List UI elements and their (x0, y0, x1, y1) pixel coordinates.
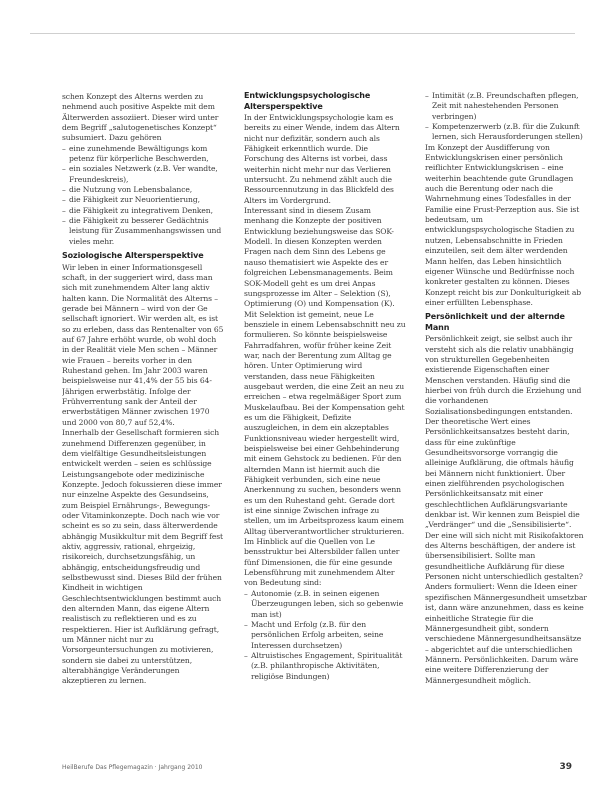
list-dash-icon: – (244, 650, 248, 660)
list-item-text: die Fähigkeit zur Neuorientierung, (69, 195, 200, 205)
list-dash-icon: – (62, 143, 66, 153)
list-item (62, 216, 224, 247)
list-dash-icon: – (62, 216, 66, 226)
list-item (62, 164, 224, 185)
list-item-text: Kompetenzerwerb (z.B. für die Zukunft lernen, sich Herausforderungen stellen) (432, 122, 583, 142)
list-item-text: die Nutzung von Lebensbalance, (69, 185, 193, 195)
list-item (425, 122, 587, 143)
column-right (425, 91, 587, 741)
paragraph: In der Entwicklungspsychologie kam es bereits zu einer Wende, indem das Altern nicht nur defizitär, sondern auch als Fähigkeit erkenntlich wurde. Die Forschung des Alterns ist vorbei, dass weiterhin nicht mehr nur das Verlieren untersucht. Zu nehmend zählt auch die Ressourcennutzung in das Blickfeld des Alters im Vordergrund. (244, 113, 400, 205)
paragraph: schen Konzept des Alterns werden zu nehmend auch positive Aspekte mit dem Älterwerden assoziiert. Dieser wird unter dem Begriff „salutogenetisches Konzept“ subsumiert. Dazu gehören (62, 92, 219, 143)
list-item-text: Intimität (z.B. Freundschaften pflegen, Zeit mit nahestehenden Personen verbringen) (432, 91, 579, 121)
list-dash-icon: – (62, 195, 66, 205)
list-dash-icon: – (62, 164, 66, 174)
list-item (244, 651, 406, 682)
paragraph: Innerhalb der Gesellschaft formieren sich zunehmend Differenzen gegenüber, in dem vielfältige Gesundheitsleistungen entwickelt werden – seien es schlüssige Leistungsangebote oder medizinische Konzepte. Jedoch fokussieren diese immer nur einzelne Aspekte des Gesundseins, zum Beispiel Ernährungs-, Bewegungs- oder Vitaminkonzepte. Doch nach wie vor scheint es so zu sein, dass älterwerdende abhängig Musikkultur mit dem Begriff fest aktiv, aggressiv, rational, ehrgeizig, risikoreich, durchsetzungsfähig, un abhängig, entscheidungsfreudig und selbstbewusst sind. Dieses Bild der frühen Kindheit in wichtigen Geschlechtsentwicklungen bestimmt auch den alternden Mann, das eigene Altern realistisch zu reflektieren und es zu respektieren. Hier ist Aufklärung gefragt, um Männer nicht nur zu Vorsorgeuntersuchungen zu motivieren, sondern sie dabei zu unterstützen, alterabhängige Veränderungen akzeptieren zu lernen. (62, 428, 224, 686)
paragraph: Interessant sind in diesem Zusam menhang die Konzepte der positiven Entwicklung beziehungsweise das SOK-Modell. In diesen Konzepten werden Fragen nach dem Sinn des Lebens ge nauso thematisiert wie Aspekte des er folgreichen Lebensmanagements. Beim SOK-Modell geht es um drei Anpas sungsprozesse im Alter – Selektion (S), Optimierung (O) und Kompensation (K). (244, 206, 395, 309)
paragraph: Persönlichkeit zeigt, sie selbst auch ihr versteht sich als die relativ unabhängig von strukturellen Gegebenheiten existierende Eigenschaften einer Menschen verstanden. Häufig sind die hierbei von früh durch die Erziehung und die vorhandenen Sozialisationsbedingungen entstanden. (425, 334, 582, 416)
list-item (244, 620, 406, 651)
list-dash-icon: – (244, 619, 248, 629)
paragraph: Mit Selektion ist gemeint, neue Le bensziele in einem Lebensabschnitt neu zu formulieren. So könnte beispielsweise Fahrradfahren, wofür früher keine Zeit war, nach der Berentung zum Alltag ge hören. Unter Optimierung wird verstanden, dass neue Fähigkeiten ausgebaut werden, die eine Zeit an neu zu erreichen – etwa regelmäßiger Sport zum Muskelaufbau. Bei der Kompensation geht es um die Fähigkeit, Defizite auszugleichen, in dem ein akzeptables Funktionsniveau wieder hergestellt wird, beispielsweise bei einer Gehbehinderung mit einem Gehstock zu bedienen. Für den alternden Mann ist hiermit auch die Fähigkeit verbunden, sich eine neue Anerkennung zu suchen, besonders wenn es um den Ruhestand geht. Gerade dort ist eine sinnige Zwischen infrage zu stellen, um im Arbeitsprozess kaum einem Alltag überverantwortlicher strukturieren. (244, 309, 406, 536)
list-item (244, 589, 406, 620)
list-item (62, 195, 224, 205)
list-item-text: Altruistisches Engagement, Spiritualität (z.B. philanthropische Aktivitäten, religiöse Bindungen) (251, 650, 403, 681)
list-item-text: ein soziales Netzwerk (z.B. Ver wandte, Freundeskreis), (69, 164, 218, 184)
list-item-text: eine zunehmende Bewältigungs kom petenz für körperliche Beschwerden, (69, 143, 209, 164)
page-footer (62, 762, 572, 774)
list-item-text: Macht und Erfolg (z.B. für den persönlichen Erfolg arbeiten, seine Interessen durchsetzen) (251, 619, 384, 650)
list-dash-icon: – (62, 205, 66, 215)
column-left (62, 92, 224, 742)
paragraph: Im Konzept der Ausdifferung von Entwicklungskrisen einer persönlich reiflichter Entwicklungskrisen – eine weiterhin beachtende gute Grundlagen auch die Berentung oder nach die Wahrnehmung eines Todesfalles in der Familie eine Frust-Perzeption aus. Sie ist bedeutsam, um entwicklungspsychologische Stadien zu nutzen, Lebensabschnitte in Frieden einzuteilen, seit dem älter werdenden Mann helfen, das Leben hinsichtlich eigener Wünsche und Bedürfnisse noch konkreter gestalten zu können. Dieses Konzept reicht bis zur Donkulturigkeit ab einer erfüllten Lebensphase. (425, 142, 582, 307)
column-middle (244, 91, 406, 741)
list-item-text: Autonomie (z.B. in seinen eigenen Überzeugungen leben, sich so gebenwie man ist) (251, 588, 404, 619)
section-heading: Soziologische Altersperspektive (62, 251, 204, 261)
list-dash-icon: – (62, 185, 66, 195)
list-item-text: die Fähigkeit zu besserer Gedächtnis leistung für Zusammenhangswissen und vieles mehr. (69, 216, 222, 246)
list-item (62, 185, 224, 195)
paragraph: Der theoretische Wert eines Persönlichkeitsansatzes besteht darin, dass für eine zukünftige Gesundheitsvorsorge vorrangig die alleinige Aufklärung, die oftmals häufig bei Männern nicht funktioniert. Über einen zielführenden psychologischen Persönlichkeitsansatz mit einer geschlechtlichen Aufklärungsvariante denkbar ist. Wir kennen zum Beispiel die „Verdränger“ und die „Sensibilisierte“. Der eine will sich nicht mit Risikofaktoren des Alterns beschäftigen, der andere ist übersensibilisiert. Sollte man gesundheitliche Aufklärung für diese Personen nicht unterschiedlich gestalten? Anders formuliert: Wenn die Ideen einer spezifischen Männergesundheit umsetzbar ist, dann wäre anzunehmen, dass es keine einheitliche Strategie für die Männergesundheit gibt, sondern verschiedene Männergesundheitsansätze – abgerichtet auf die unterschiedlichen Männern. Persönlichkeiten. Darum wäre eine weitere Differenzierung der Männergesundheit möglich. (425, 416, 587, 685)
list-item-text: die Fähigkeit zu integrativem Denken, (69, 205, 213, 215)
list-item (62, 144, 224, 165)
paragraph: Im Hinblick auf die Quellen von Le bensstruktur bei Altersbilder fallen unter fünf Dimensionen, die für eine gesunde Lebensführung mit zunehmendem Alter von Bedeutung sind: (244, 537, 400, 588)
list-item (425, 91, 587, 122)
page-number: 39 (559, 762, 572, 772)
list-dash-icon: – (425, 122, 429, 132)
paragraph: Wir leben in einer Informationsgesell schaft, in der suggeriert wird, dass man sich mit zunehmendem Alter lang aktiv halten kann. Die Normalität des Alterns – gerade bei Männern – wird von der Ge sellschaft ignoriert. Wir werden alt, es ist so zu erleben, dass das Rentenalter von 65 auf 67 Jahre erhöht wurde, ob wohl doch in der Realität viele Men schen – Männer wie Frauen – bereits vorher in den Ruhestand gehen. Im Jahr 2003 waren beispielsweise nur 41,4% der 55 bis 64-Jährigen erwerbstätig. Infolge der Frühverrentung sank der Anteil der erwerbstätigen Männer zwischen 1970 und 2000 von 80,7 auf 52,4%. (62, 262, 224, 427)
footer-journal-text: HeilBerufe Das Pflegemagazin · Jahrgang 2010 (62, 764, 203, 771)
list-dash-icon: – (244, 588, 248, 598)
section-heading: Persönlichkeit und der alternde Mann (425, 312, 565, 332)
list-dash-icon: – (425, 91, 429, 100)
section-heading: Entwicklungspsychologische Altersperspektive (244, 91, 371, 111)
list-item (62, 206, 224, 216)
